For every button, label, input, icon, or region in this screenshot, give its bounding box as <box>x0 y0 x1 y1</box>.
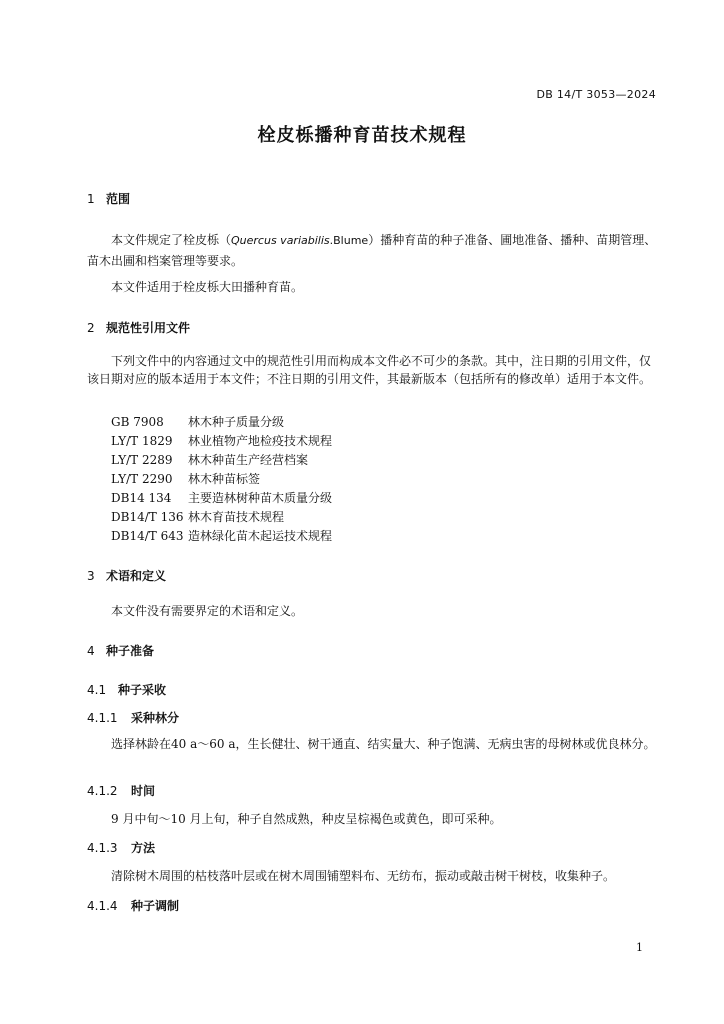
section-2-heading <box>87 319 190 336</box>
section-1-heading <box>87 190 130 207</box>
section-number: 4 <box>87 644 95 658</box>
reference-name: 造林绿化苗木起运技术规程 <box>188 529 333 543</box>
section-title: 规范性引用文件 <box>106 321 191 335</box>
section-number: 4.1.4 <box>87 899 118 913</box>
section-number: 4.1.1 <box>87 711 118 725</box>
subsection-4-1-heading <box>87 681 166 698</box>
subsection-4-1-3-heading <box>87 839 155 856</box>
section-number: 1 <box>87 192 95 206</box>
reference-code: LY/T 2289 <box>111 453 173 467</box>
section-2-intro: 下列文件中的内容通过文中的规范性引用而构成本文件必不可少的条款。其中，注日期的引用文件，仅该日期对应的版本适用于本文件；不注日期的引用文件，其最新版本（包括所有的修改单）适用于本文件。 <box>87 354 652 386</box>
reference-name: 林木种子质量分级 <box>188 415 285 429</box>
latin-author: .Blume <box>329 234 369 247</box>
subsection-4-1-2-heading <box>87 782 155 799</box>
reference-row <box>111 508 284 525</box>
section-title: 术语和定义 <box>106 569 167 583</box>
latin-name: Quercus variabilis <box>231 234 330 247</box>
reference-name: 主要造林树种苗木质量分级 <box>188 491 333 505</box>
section-3-heading <box>87 567 166 584</box>
reference-name: 林木育苗技术规程 <box>188 510 285 524</box>
section-4-heading <box>87 642 154 659</box>
reference-name: 林木种苗生产经营档案 <box>188 453 309 467</box>
text-run: 本文件规定了栓皮栎（ <box>111 233 232 247</box>
section-number: 2 <box>87 321 95 335</box>
section-title: 种子调制 <box>131 899 180 913</box>
section-title: 采种林分 <box>131 711 180 725</box>
section-title: 方法 <box>131 841 156 855</box>
reference-row <box>111 527 332 544</box>
reference-row <box>111 470 260 487</box>
subsection-4-1-4-heading <box>87 897 179 914</box>
reference-row <box>111 451 308 468</box>
text-run: ）播种育苗的种子准备、圃地准备、播种、苗期管理、苗木出圃和档案管理等要求。 <box>87 233 657 268</box>
page-number: 1 <box>636 941 643 954</box>
section-title: 种子采收 <box>118 683 167 697</box>
reference-name: 林木种苗标签 <box>188 472 261 486</box>
reference-row <box>111 413 284 430</box>
section-number: 3 <box>87 569 95 583</box>
subsection-4-1-1-paragraph: 选择林龄在40 a～60 a，生长健壮、树干通直、结实量大、种子饱满、无病虫害的母树林或优良林分。 <box>111 737 656 751</box>
document-title: 栓皮栎播种育苗技术规程 <box>257 125 467 146</box>
subsection-4-1-2-paragraph: 9 月中旬～10 月上旬，种子自然成熟，种皮呈棕褐色或黄色，即可采种。 <box>111 812 502 826</box>
section-3-paragraph: 本文件没有需要界定的术语和定义。 <box>111 604 304 618</box>
subsection-4-1-1-heading <box>87 709 179 726</box>
reference-name: 林业植物产地检疫技术规程 <box>188 434 333 448</box>
reference-code: LY/T 1829 <box>111 434 173 448</box>
subsection-4-1-3-paragraph: 清除树木周围的枯枝落叶层或在树木周围铺塑料布、无纺布，振动或敲击树干树枝，收集种子。 <box>111 869 616 883</box>
section-title: 范围 <box>106 192 131 206</box>
reference-code: DB14 134 <box>111 491 172 505</box>
standard-code: DB 14/T 3053—2024 <box>536 88 656 101</box>
reference-code: GB 7908 <box>111 415 164 429</box>
section-title: 种子准备 <box>106 644 155 658</box>
section-1-paragraph-2: 本文件适用于栓皮栎大田播种育苗。 <box>111 280 304 294</box>
section-number: 4.1.3 <box>87 841 118 855</box>
reference-row <box>111 489 332 506</box>
section-title: 时间 <box>131 784 156 798</box>
reference-code: DB14/T 136 <box>111 510 184 524</box>
reference-code: DB14/T 643 <box>111 529 184 543</box>
section-number: 4.1.2 <box>87 784 118 798</box>
section-number: 4.1 <box>87 683 107 697</box>
reference-code: LY/T 2290 <box>111 472 173 486</box>
reference-row <box>111 432 332 449</box>
section-1-paragraph-1 <box>87 230 659 272</box>
